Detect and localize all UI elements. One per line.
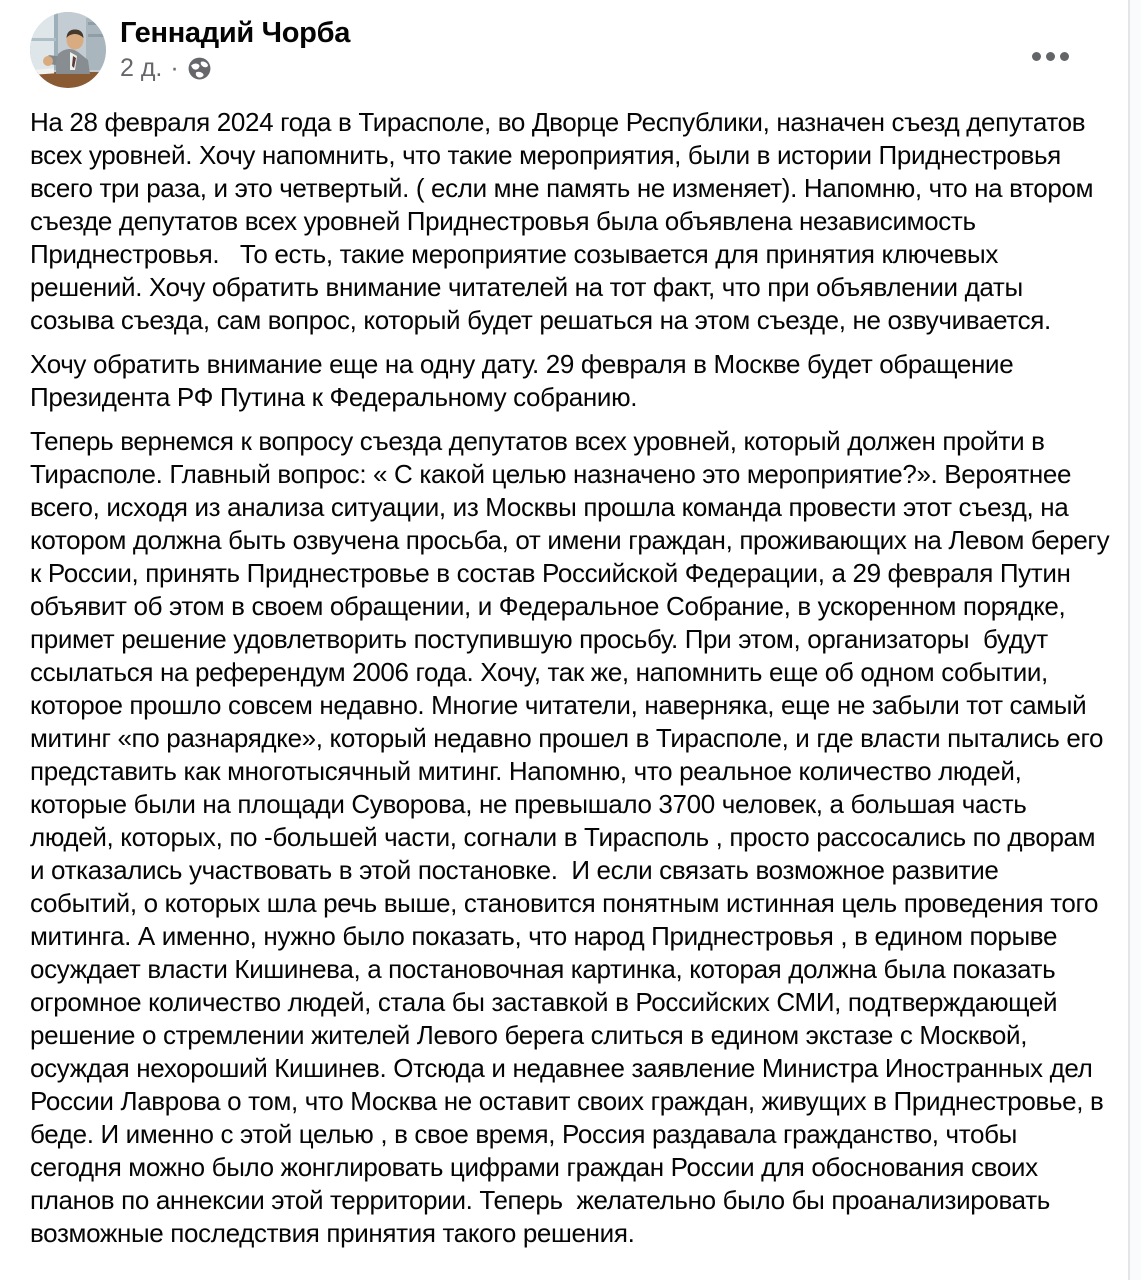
avatar[interactable] [30,12,106,88]
timestamp[interactable]: 2 д. [120,54,163,82]
globe-icon [187,56,212,81]
post-paragraph: Хочу обратить внимание еще на одну дату. 29 февраля в Москве будет обращение Президента РФ Путина к Федеральному собранию. [30,349,1021,412]
post-menu-button[interactable] [1018,34,1082,78]
meta-separator: · [170,54,179,82]
post-text [30,106,1117,1250]
author-name[interactable]: Геннадий Чорба [120,17,351,49]
post-paragraph: На 28 февраля 2024 года в Тирасполе, во Дворце Республики, назначен съезд депутатов всех уровней. Хочу напомнить, что такие мероприятия, были в истории Приднестровья всего три раза, и это четвертый. ( если мне память не изменяет). Напомню, что на втором съезде депутатов всех уровней Приднестровья была объявлена независимость Приднестровья. То есть, такие мероприятие созывается для принятия ключевых решений. Хочу обратить внимание читателей на тот факт, что при объявлении даты созыва съезда, сам вопрос, который будет решаться на этом съезде, не озвучивается. [30,107,1100,335]
ellipsis-icon [1032,52,1041,61]
page-edge-strip [1128,0,1141,1280]
post-paragraph: Теперь вернемся к вопросу съезда депутатов всех уровней, который должен пройти в Тирасполе. Главный вопрос: « С какой целью назначено это мероприятие?». Вероятнее всего, исходя из анализа ситуации, из Москвы прошла команда провести этот съезд, на котором должна быть озвучена просьба, от имени граждан, проживающих на Левом берегу к России, принять Приднестровье в состав Российской Федерации, а 29 февраля Путин объявит об этом в своем обращении, и Федеральное Собрание, в ускоренном порядке, примет решение удовлетворить поступившую просьбу. При этом, организаторы будут ссылаться на референдум 2006 года. Хочу, так же, напомнить еще об одном событии, которое прошло совсем недавно. Многие читатели, наверняка, еще не забыли тот самый митинг «по разнарядке», который недавно прошел в Тирасполе, и где власти пытались его представить как многотысячный митинг. Напомню, что реальное количество людей, которые были на площади Суворова, не превышало 3700 человек, а большая часть людей, которых, по -большей части, согнали в Тирасполь , просто рассосались по дворам и отказались участвовать в этой постановке. И если связать возможное развитие событий, о которых шла речь выше, становится понятным истинная цель проведения того митинга. А именно, нужно было показать, что народ Приднестровья , в едином порыве осуждает власти Кишинева, а постановочная картинка, которая должна была показать огромное количество людей, стала бы заставкой в Российских СМИ, подтверждающей решение о стремлении жителей Левого берега слиться в едином экстазе с Москвой, осуждая нехороший Кишинев. Отсюда и недавнее заявление Министра Иностранных дел России Лаврова о том, что Москва не оставит своих граждан, живущих в Приднестровье, в беде. И именно с этой целью , в свое время, Россия раздавала гражданство, чтобы сегодня можно было жонглировать цифрами граждан России для обоснования своих планов по аннексии этой территории. Теперь желательно было бы проанализировать возможные последствия принятия такого решения. [30,426,1117,1248]
ellipsis-icon [1060,52,1069,61]
post-meta [120,53,350,83]
avatar-photo [30,12,106,88]
post-header [30,12,1110,98]
header-text [120,12,350,83]
ellipsis-icon [1046,52,1055,61]
